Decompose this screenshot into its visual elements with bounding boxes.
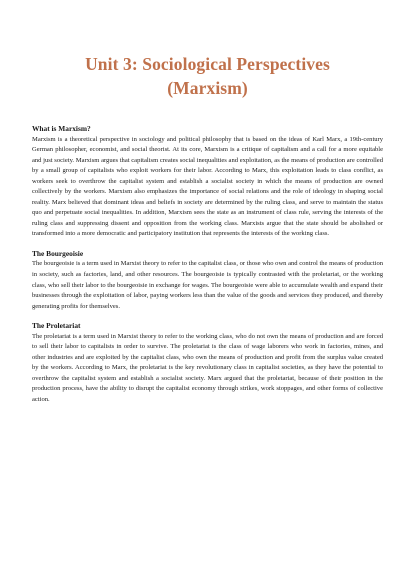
- section-heading: The Bourgeoisie: [32, 248, 84, 258]
- section-paragraph: The proletariat is a term used in Marxist theory to refer to the working class, who do not own the means of production and are forced to sell their labor to capitalists in order to survive. The proletariat is the class of wage laborers who work in factories, mines, and other industries and are exploited by the capitalist class, who own the means of production and profit from the surplus value created by the workers. According to Marx, the proletariat is the key revolutionary class in capitalist societies, as they have the potential to overthrow the capitalist system and establish a socialist society. Marx argued that the proletariat, because of their position in the production process, have the ability to disrupt the capitalist economy through strikes, work stoppages, and other forms of collective action.: [32, 332, 383, 403]
- section-heading: The Proletariat: [32, 321, 81, 331]
- section-what-is-marxism: [32, 124, 383, 240]
- section-heading: What is Marxism?: [32, 124, 91, 133]
- title-line-1: Unit 3: Sociological Perspectives: [85, 54, 330, 74]
- section-proletariat: [32, 321, 383, 405]
- page-title: [32, 52, 383, 100]
- section-paragraph: The bourgeoisie is a term used in Marxist theory to refer to the capitalist class, or those who own and control the means of production in society, such as factories, land, and other resources. The bourgeoisie is typically contrasted with the proletariat, or the working class, who sell their labor to the bourgeoisie in exchange for wages. The bourgeoisie were able to accumulate wealth and expand their businesses through the exploitation of labor, paying workers less than the value of the goods and services they produced, and thereby generating profits for themselves.: [32, 260, 383, 310]
- section-bourgeoisie: [32, 249, 383, 312]
- section-paragraph: Marxism is a theoretical perspective in sociology and political philosophy that is based on the ideas of Karl Marx, a 19th-century German philosopher, economist, and social theorist. At its core, Marxism is a critique of capitalism and a call for a more equitable and just society. Marxism argues that capitalism creates social inequalities and exploitation, as the means of production are controlled by a small group of capitalists who exploit workers for their labor. According to Marx, this exploitation leads to class conflict, as workers seek to overthrow the capitalist system and establish a socialist society in which the means of production are owned collectively by the workers. Marxism also emphasizes the importance of social relations and the role of ideology in shaping social reality. Marx believed that dominant ideas and beliefs in society are determined by the ruling class, and serve to maintain the status quo and perpetuate social inequalities. In addition, Marxism sees the state as an instrument of class rule, serving the interests of the ruling class and suppressing dissent and opposition from the working class. Marxists argue that the state should be abolished or transformed into a more democratic and participatory institution that represents the interests of the working class.: [32, 135, 383, 238]
- title-line-2: (Marxism): [167, 78, 248, 98]
